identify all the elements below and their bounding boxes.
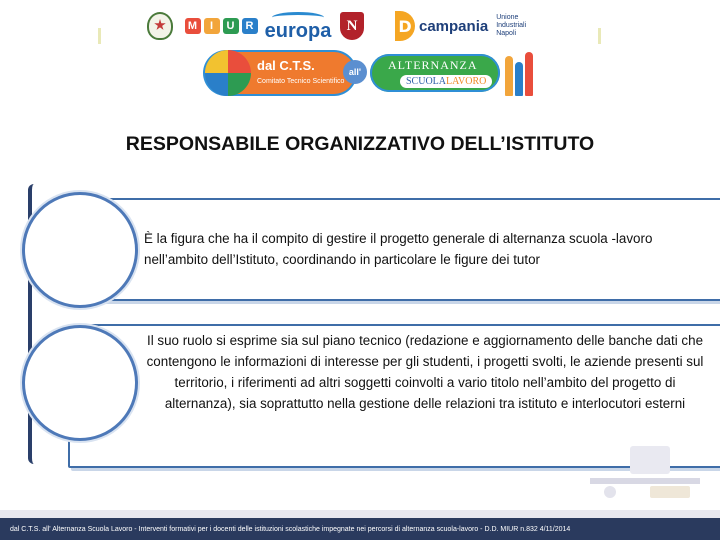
right-deco-line: [598, 28, 601, 44]
page-title: RESPONSABILE ORGANIZZATIVO DELL’ISTITUTO: [125, 133, 595, 155]
europa-logo: [264, 8, 332, 44]
school-crest-logo: [337, 8, 367, 44]
bullet-circle-1: [22, 192, 138, 308]
bullet-circle-2: [22, 325, 138, 441]
cts-subtitle: Comitato Tecnico Scientifico: [257, 78, 345, 85]
people-illustration-icon: [503, 50, 537, 96]
workspace-illustration: [580, 438, 710, 508]
crest-letter: N: [340, 12, 364, 40]
content-block-1-text: È la figura che ha il compito di gestire il progetto generale di alternanza scuola -lavoro nell’ambito dell’Istituto, coordinando in particolare le figure dei tutor: [144, 231, 653, 267]
footer-divider: [0, 510, 720, 518]
asl-title: ALTERNANZA: [388, 58, 478, 72]
all-connector: all': [343, 60, 367, 84]
cts-badge: [205, 52, 355, 94]
content-block-1: [68, 198, 720, 301]
cts-asl-banner: [205, 50, 535, 98]
miur-letter-u: U: [223, 18, 239, 34]
industry-logo-text: Unione Industriali Napoli: [496, 14, 527, 37]
footer-text: dal C.T.S. all' Alternanza Scuola Lavoro - Interventi formativi per i docenti delle istituzioni scolastiche impegnate nei percorsi di alternanza scuola-lavoro - D.D. MIUR n.832 4/11/2014: [10, 525, 571, 533]
miur-letter-m: M: [185, 18, 201, 34]
asl-subtitle-main: SCUOLA: [406, 76, 447, 87]
europa-logo-text: europa: [264, 19, 332, 42]
left-deco-line: [98, 28, 101, 44]
cts-title: dal C.T.S.: [257, 58, 315, 73]
miur-logo: [181, 8, 261, 44]
miur-letter-r: R: [242, 18, 258, 34]
asl-subtitle-accent: LAVORO: [446, 76, 487, 87]
miur-letter-i: I: [204, 18, 220, 34]
asl-badge: [370, 54, 500, 92]
cts-puzzle-icon: [205, 50, 251, 96]
content-block-2-text: Il suo ruolo si esprime sia sul piano tecnico (redazione e aggiornamento delle banche dati che contengono le informazioni di interesse per gli studenti, i progetti svolti, le aziende presenti sul territorio, i riferimenti ad altri soggetti coinvolti a vario titolo nell’ambito del progetto di alternanza), sia soprattutto nella gestione delle relazioni tra istituto e interlocutori esterni: [146, 333, 704, 411]
campania-logo-text: campania: [419, 17, 489, 35]
campania-logo: D campania Unione Industriali Napoli: [395, 8, 550, 44]
asl-subtitle: [400, 75, 492, 88]
footer-bar: [0, 518, 720, 540]
republic-emblem-logo: [145, 8, 175, 44]
logo-strip: [145, 4, 550, 48]
